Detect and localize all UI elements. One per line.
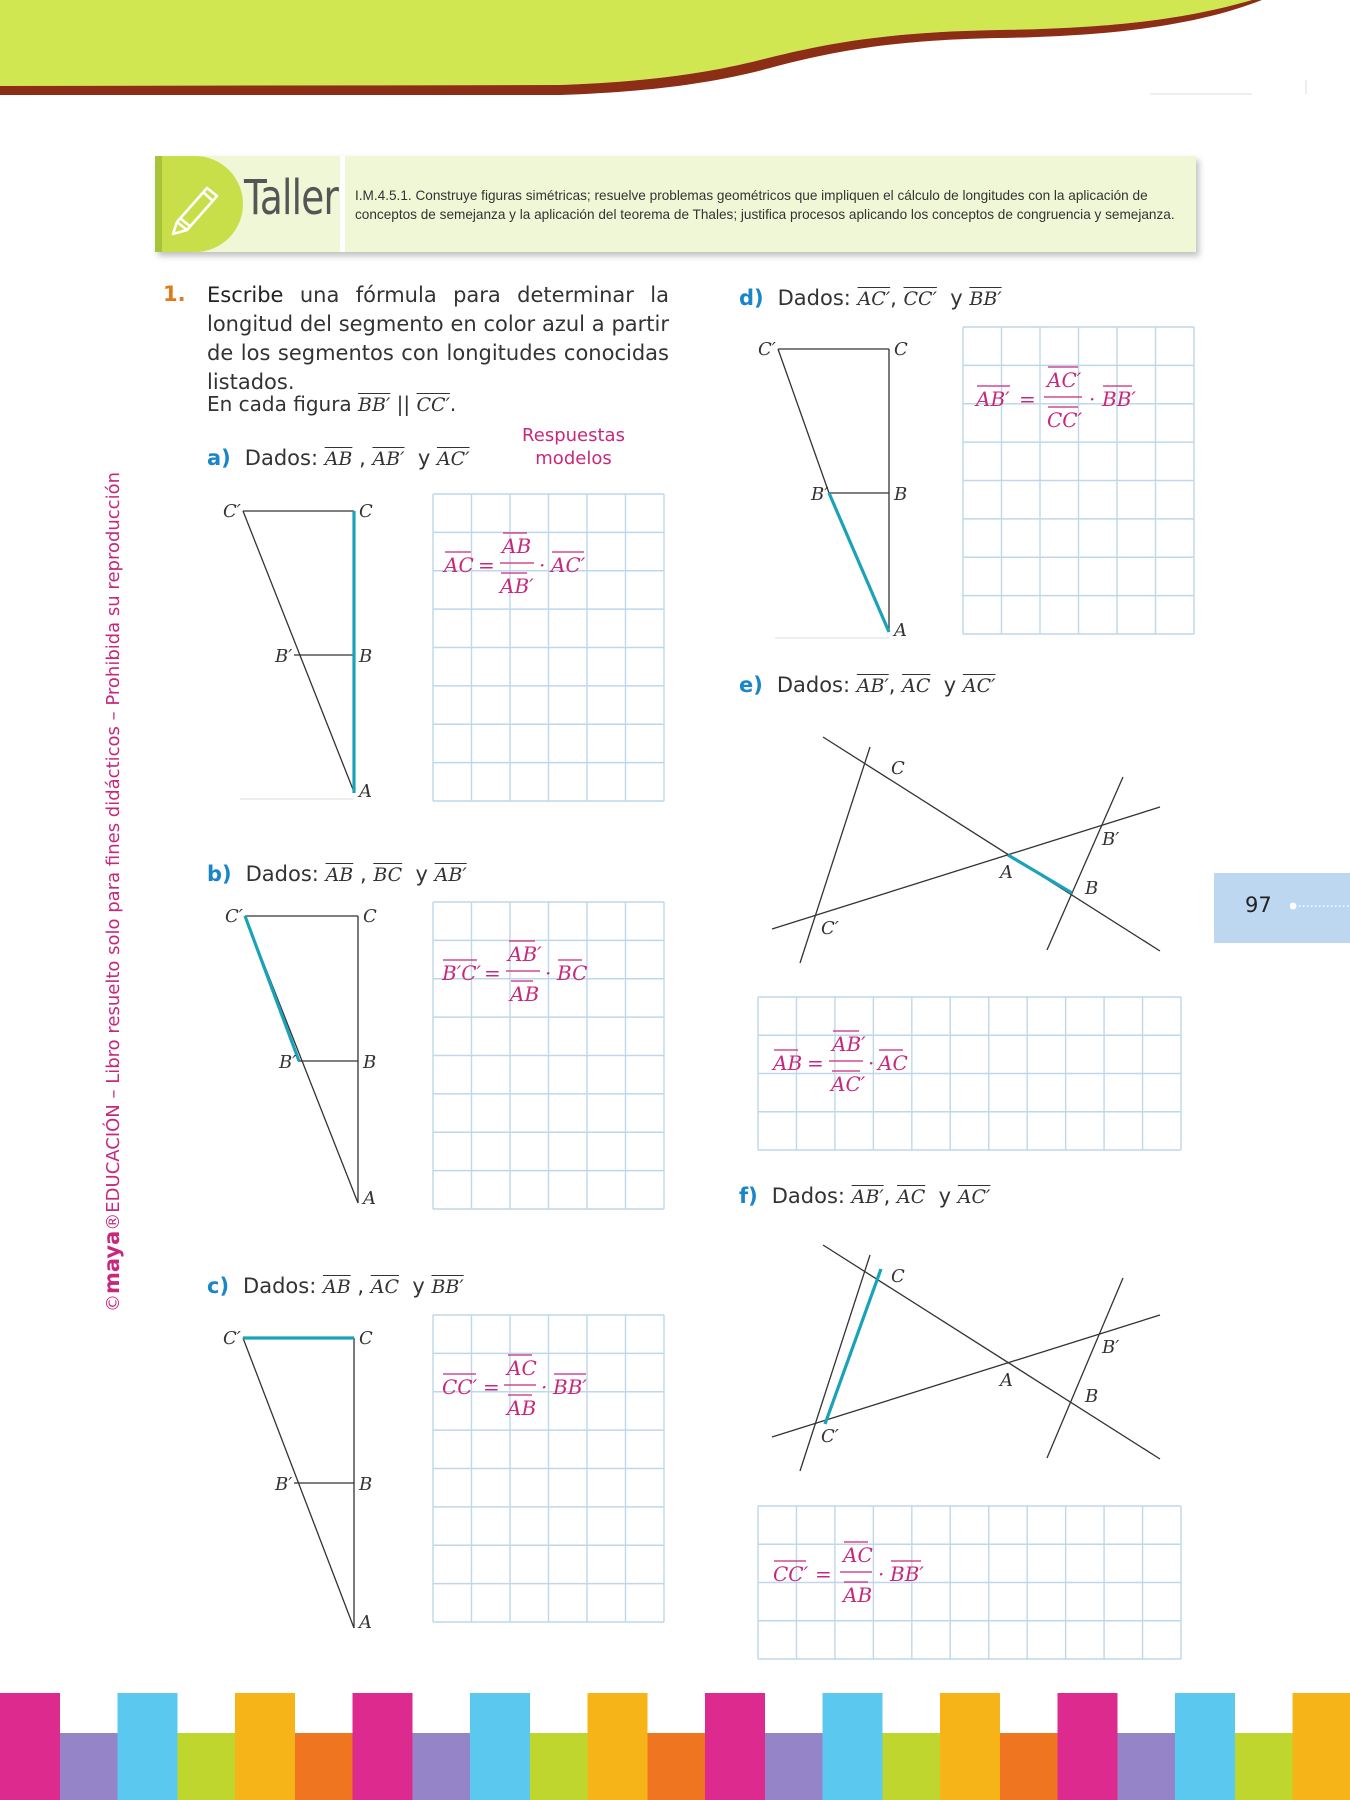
header-wave (0, 0, 1350, 100)
item-a-label: a) Dados: $\overline{AB}$ , AB′ y AC′ (207, 446, 470, 470)
formula-lhs: B′C′ (442, 961, 482, 985)
point-label-cp: C′ (821, 1426, 839, 1447)
point-label-bp: B′ (279, 1052, 297, 1073)
formula-factor: BB′ (1102, 387, 1136, 411)
point-label-c: C (894, 339, 908, 360)
point-label-bp: B′ (811, 484, 829, 505)
point-label-a: A (363, 1188, 376, 1208)
item-c-label: c) Dados: $\overline{AB}$ , $\overline{AC}$ y BB′ (207, 1274, 464, 1298)
footer-color-bars (0, 1693, 1350, 1800)
pencil-icon (165, 174, 227, 236)
figure-d (755, 330, 925, 645)
point-label-c: C (891, 758, 905, 779)
point-label-bp: B′ (1102, 1337, 1120, 1358)
point-label-b: B (363, 1052, 377, 1073)
point-label-bp: B′ (275, 646, 293, 667)
point-label-a: A (1000, 862, 1013, 883)
svg-text:·: · (541, 1375, 548, 1399)
svg-text:·: · (545, 961, 552, 985)
point-label-cp: C′ (223, 501, 241, 522)
formula-lhs: CC′ (773, 1562, 809, 1586)
taller-description: I.M.4.5.1. Construye figuras simétricas; resuelve problemas geométricos que impliquen el cálculo de longitudes con la aplicación de conceptos de semejanza y la aplicación del teorema de Thales; justifica procesos aplicando los conceptos de congruencia y semejanza. (355, 188, 1175, 222)
svg-text:·: · (539, 553, 546, 577)
formula-numerator: AB′ (508, 942, 542, 966)
formula-numerator: AB (502, 534, 532, 558)
svg-text:=: = (483, 1375, 500, 1399)
point-label-b: B (894, 484, 908, 505)
item-e-label: e) Dados: AB′, $\overline{AC}$ y AC′ (739, 673, 996, 697)
formula-denominator: CC′ (1047, 408, 1083, 432)
formula-lhs: AB (773, 1051, 803, 1075)
point-label-b: B (1085, 878, 1099, 899)
figure-e (765, 725, 1170, 965)
svg-text:=: = (484, 961, 501, 985)
formula-denominator: AB′ (500, 574, 534, 598)
formula-c (440, 1350, 600, 1424)
formula-factor: AC (878, 1051, 908, 1075)
point-label-c: C (359, 501, 373, 522)
formula-denominator: AB (510, 982, 540, 1006)
formula-denominator: AB (507, 1396, 537, 1420)
formula-e (770, 1026, 930, 1100)
point-label-a: A (894, 620, 907, 641)
svg-text:=: = (1019, 387, 1036, 411)
formula-denominator: AC′ (831, 1072, 866, 1096)
figure-c (215, 1320, 385, 1635)
svg-text:·: · (1089, 387, 1096, 411)
point-label-a: A (1000, 1370, 1013, 1391)
point-label-bp: B′ (275, 1474, 293, 1495)
copyright-side-text: ©maya®EDUCACIÓN – Libro resuelto solo para fines didácticos – Prohibida su reproducción (100, 471, 124, 1312)
formula-factor: BB′ (890, 1562, 924, 1586)
figure-f (765, 1233, 1170, 1473)
taller-title: Taller (244, 170, 339, 226)
svg-text:·: · (868, 1051, 875, 1075)
point-label-c: C (363, 906, 377, 927)
point-label-b: B (359, 1474, 373, 1495)
point-label-b: B (359, 646, 373, 667)
item-f-label: f) Dados: AB′, $\overline{AC}$ y AC′ (739, 1184, 991, 1208)
point-label-c: C (891, 1266, 905, 1287)
svg-text:·: · (878, 1562, 885, 1586)
formula-denominator: AB (843, 1583, 873, 1607)
dots-decoration (1290, 899, 1350, 913)
formula-numerator: AC′ (1047, 368, 1082, 392)
point-label-a: A (359, 1612, 372, 1633)
item-d-label: d) Dados: AC′, CC′ y BB′ (739, 286, 1002, 310)
point-label-cp: C′ (758, 339, 776, 360)
svg-text:=: = (815, 1562, 832, 1586)
formula-numerator: AC (507, 1356, 537, 1380)
figure-a (215, 495, 385, 805)
point-label-cp: C′ (225, 906, 243, 927)
point-label-b: B (1085, 1386, 1099, 1407)
formula-lhs: CC′ (442, 1375, 478, 1399)
formula-lhs: AC (444, 553, 474, 577)
formula-factor: BB′ (553, 1375, 587, 1399)
point-label-c: C (359, 1328, 373, 1349)
formula-lhs: AB′ (976, 387, 1010, 411)
point-label-a: A (359, 781, 372, 802)
question-number: 1. (163, 282, 186, 306)
svg-text:=: = (478, 553, 495, 577)
formula-factor: BC (557, 961, 588, 985)
formula-d (972, 362, 1142, 436)
point-label-bp: B′ (1102, 829, 1120, 850)
parallel-condition: En cada figura BB′ || CC′. (207, 392, 457, 416)
formula-a (440, 528, 600, 602)
formula-numerator: AC (843, 1543, 873, 1567)
item-b-label: b) Dados: $\overline{AB}$ , $\overline{BC}$ y AB′ (207, 862, 467, 886)
formula-b (440, 936, 600, 1010)
page-number: 97 (1245, 893, 1272, 917)
formula-factor: AC′ (551, 553, 586, 577)
point-label-cp: C′ (821, 918, 839, 939)
figure-b (215, 898, 385, 1208)
respuestas-modelos-note: Respuestas modelos (522, 425, 625, 469)
formula-numerator: AB′ (832, 1032, 866, 1056)
formula-f (770, 1537, 930, 1611)
svg-text:=: = (807, 1051, 824, 1075)
point-label-cp: C′ (223, 1328, 241, 1349)
question-text: Escribe una fórmula para determinar la longitud del segmento en color azul a partir de los segmentos con longitudes conocidas listados. (207, 283, 669, 394)
